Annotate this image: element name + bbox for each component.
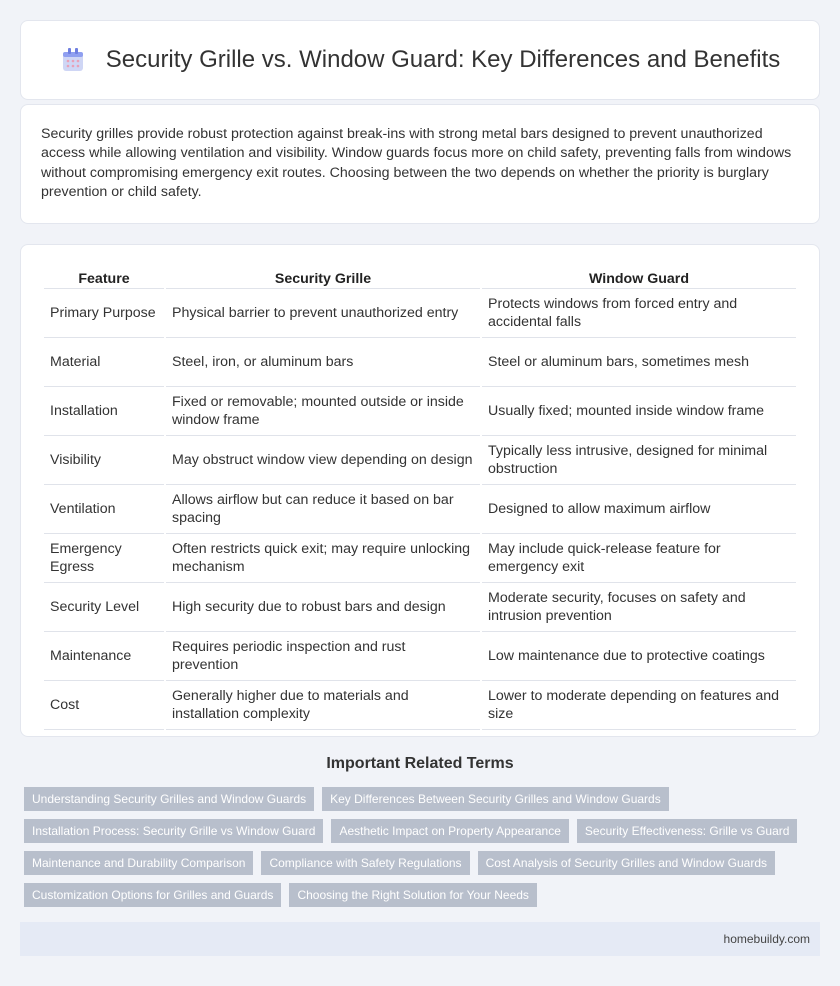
table-cell: Security Level <box>44 583 164 632</box>
table-cell: Ventilation <box>44 485 164 534</box>
table-cell: Installation <box>44 387 164 436</box>
related-term-tag[interactable]: Security Effectiveness: Grille vs Guard <box>577 819 798 843</box>
table-cell: Low maintenance due to protective coatings <box>482 632 796 681</box>
column-header-feature: Feature <box>44 265 164 289</box>
intro-paragraph: Security grilles provide robust protection against break-ins with strong metal bars designed to prevent unauthorized access while allowing ventilation and visibility. Window guards focus more on child safety, preventing falls from windows without compromising emergency exit routes. Choosing between the two depends on whether the priority is burglary prevention or child safety. <box>41 126 792 201</box>
related-terms-title: Important Related Terms <box>326 755 514 772</box>
table-row <box>44 681 796 730</box>
table-cell: Material <box>44 338 164 387</box>
table-cell: Primary Purpose <box>44 289 164 338</box>
table-cell: May include quick-release feature for emergency exit <box>482 534 796 583</box>
table-row <box>44 436 796 485</box>
table-row <box>44 289 796 338</box>
table-cell: Usually fixed; mounted inside window frame <box>482 387 796 436</box>
table-row <box>44 632 796 681</box>
table-row <box>44 583 796 632</box>
table-cell: Physical barrier to prevent unauthorized entry <box>166 289 480 338</box>
table-cell: May obstruct window view depending on design <box>166 436 480 485</box>
table-cell: High security due to robust bars and design <box>166 583 480 632</box>
related-term-tag[interactable]: Cost Analysis of Security Grilles and Window Guards <box>478 851 775 875</box>
intro-card <box>20 104 820 224</box>
related-term-tag[interactable]: Key Differences Between Security Grilles and Window Guards <box>322 787 669 811</box>
related-term-tag[interactable]: Understanding Security Grilles and Window Guards <box>24 787 314 811</box>
table-cell: Lower to moderate depending on features and size <box>482 681 796 730</box>
column-header-window-guard: Window Guard <box>482 265 796 289</box>
table-row <box>44 338 796 387</box>
table-cell: Cost <box>44 681 164 730</box>
related-term-tag[interactable]: Aesthetic Impact on Property Appearance <box>331 819 568 843</box>
table-cell: Steel, iron, or aluminum bars <box>166 338 480 387</box>
related-term-tag[interactable]: Installation Process: Security Grille vs Window Guard <box>24 819 323 843</box>
related-terms-list <box>24 787 824 915</box>
related-term-tag[interactable]: Maintenance and Durability Comparison <box>24 851 253 875</box>
building-icon <box>60 46 88 74</box>
header-card <box>20 20 820 100</box>
comparison-table <box>42 265 798 730</box>
footer <box>20 922 820 956</box>
related-term-tag[interactable]: Compliance with Safety Regulations <box>261 851 469 875</box>
table-cell: Steel or aluminum bars, sometimes mesh <box>482 338 796 387</box>
table-cell: Generally higher due to materials and installation complexity <box>166 681 480 730</box>
table-row <box>44 387 796 436</box>
table-row <box>44 534 796 583</box>
page-title: Security Grille vs. Window Guard: Key Differences and Benefits <box>105 46 781 73</box>
table-cell: Visibility <box>44 436 164 485</box>
table-cell: Emergency Egress <box>44 534 164 583</box>
table-cell: Typically less intrusive, designed for minimal obstruction <box>482 436 796 485</box>
table-row <box>44 485 796 534</box>
comparison-table-card <box>20 244 820 737</box>
table-cell: Protects windows from forced entry and accidental falls <box>482 289 796 338</box>
table-cell: Fixed or removable; mounted outside or inside window frame <box>166 387 480 436</box>
table-cell: Maintenance <box>44 632 164 681</box>
table-cell: Designed to allow maximum airflow <box>482 485 796 534</box>
related-term-tag[interactable]: Choosing the Right Solution for Your Needs <box>289 883 537 907</box>
table-cell: Moderate security, focuses on safety and intrusion prevention <box>482 583 796 632</box>
footer-site-link[interactable]: homebuildy.com <box>723 932 810 946</box>
table-cell: Allows airflow but can reduce it based on bar spacing <box>166 485 480 534</box>
table-header-row <box>44 265 796 289</box>
table-cell: Often restricts quick exit; may require unlocking mechanism <box>166 534 480 583</box>
table-cell: Requires periodic inspection and rust prevention <box>166 632 480 681</box>
column-header-security-grille: Security Grille <box>166 265 480 289</box>
related-term-tag[interactable]: Customization Options for Grilles and Guards <box>24 883 281 907</box>
